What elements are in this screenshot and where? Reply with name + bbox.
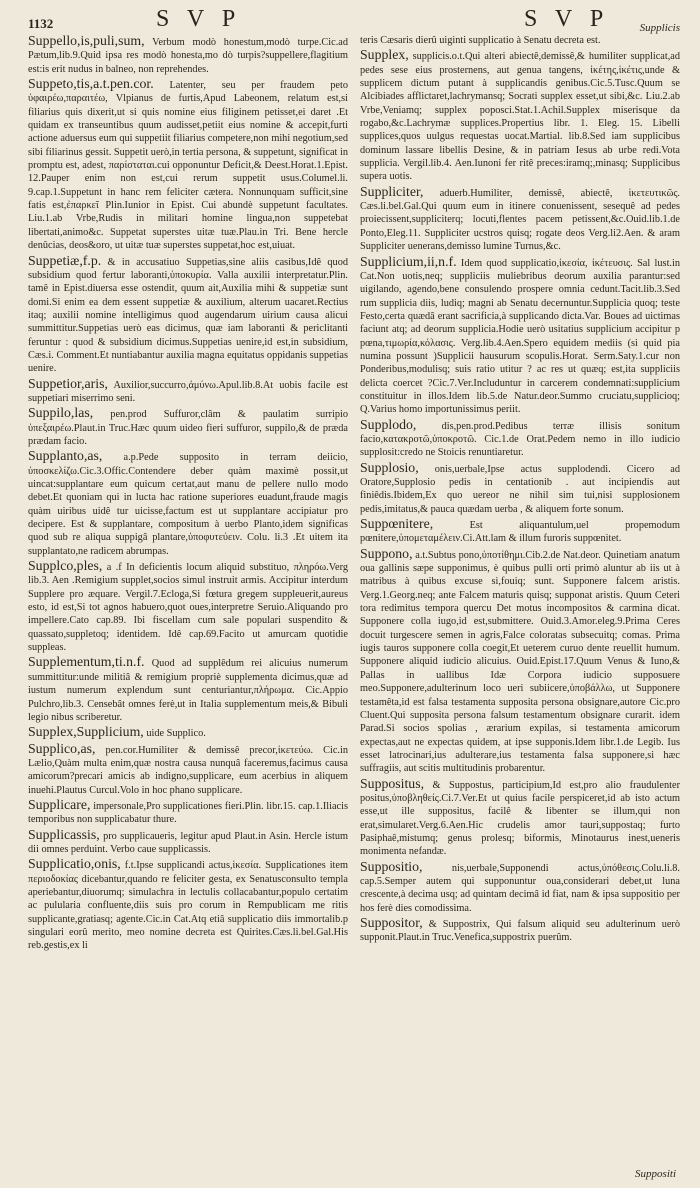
entry-body: Idem quod supplicatio,ἱκεσία, ἱκέτευσις. Sal lust.in Cat.Non uotis,neq; suppliciis muliebribus deorum auxilia parantur:sed uigilando, agendo,bene consulendo prospere omnia cedunt.Tacit.lib.3.Sed rum supplicia diis, ludiq; magni ab Senatu decernuntur.Supplicia quoq; teste Festo,certa quædâ erant sacrificia,à supplicando dicta.Var. Boues ad uictimas faciunt atq; ad deorum supplicia.Hodie uerò usitatius supplicium accipitur p pœna,τιμωρία,κόλασις. Verg.lib.4.Aen.Spero equidem mediis (si quid pia numina possunt )Supplicii hausurum scopulis.Horat. Serm.Saty.1.cur non Ponderibus,modulisq; suis ratio utitur ? ac res ut quæq; est,ita suppliciis delicta coercet ?Cic.7.Ver.Includuntur in carcerem condemnati:supplicium constituitur in illos.Idem lib.5.de Natur.deor.Summo cruciatu,supplicioq; Q.Varius homo importunissimus periit. xyxy=(360,257,681,416)
catchword-top: Supplicis xyxy=(639,22,680,34)
page-number: 1132 xyxy=(28,16,54,31)
entry-headword: Suppono, xyxy=(360,545,413,561)
dictionary-entry xyxy=(360,48,680,183)
entry-body: & in accusatiuo Suppetias,sine aliis casibus,Idê quod subsidium quod fertur laboranti,ὑποκυρία. Valla auxilii interpretatur.Plin. tamê in Epist.diuersa esse ostendit, quum ait,Auxilia mihi & suppetiæ sunt domi.Si enim ea dem essent suppetiæ & auxilium, alterum uacaret.Rectius itaq; auxilii nomine intelligimus quod augendarum uirium causa alicui summittitur.Suppetias uerò eas dicimus, quæ iam laboranti & periclitanti feruntur : quod & subsidium dicimus.Suppetias uenire,id est,in subsidium, Cæs.i. Comment.Et nuntiabantur auxilia magna equitatus oppidanis suppetias uenire. xyxy=(28,256,348,375)
entry-headword: Suppetiæ,f.p. xyxy=(28,252,102,268)
entry-headword: Suppello,is,puli,sum, xyxy=(28,33,145,48)
dictionary-entry xyxy=(360,34,680,47)
entry-body: supplicis.o.t.Qui alteri abiectê,demissê,& humiliter supplicat,ad pedes sese eius prosternens, aut genua tangens, ἱκέτης,ἱκέτις,unde & supplicem dictum putant à supplicandis genibus.Cic.5.Tusc.Quum se Alcibiades afflictaret,lachrymansq; Socrati supplex esset,ut sibi,&c. Liu.2.ab Vrbe,Veniamq; supplex poposci.Stat.1.Achil.Supplex miserisque da rogabo,&c.Lachrymæ supplices.Propertius libr. 1. Eleg. 15. Libelli supplices,quos uulgus requestas uocat.Martial. lib.8.Sed iam supplicibus dominum lassare libellis Desine, & in patriam Iesus ab urbe redi.Vota supplicia. Vergil.lib.4. Aen.Iunoni fer ritê preces:iramq;,minasq; Supplicibus supera uotis. xyxy=(360,51,680,183)
entry-body: & Suppostus, participium,Id est,pro alio fraudulenter positus,ὑποβληθείς.Ci.7.Ver.Et ut quius facile perspiceret,id ab isto actum esse,ut ille suppositus, facilê & libenter se illum,qui non erat,simularet.Verg.6.Aen.Hic crudelis amor tauri,suppostaq; furto Pasiphaê,mistumq; genus prolesq; biformis, Minotaurus inest,ueneris monimenta nefandæ. xyxy=(360,779,680,858)
entry-body: onis,uerbale,Ipse actus supplodendi. Cicero ad Oratore,Supplosio pedis in centationib . aut incipiendis aut finiêdis.Ibidem,Ex quo uereor ne nihil sim tui,nisi supplosionem pedis,imitatus,& pauca quædam uerba , & aliquem forte sonum. xyxy=(360,463,681,515)
entry-body: dis,pen.prod.Pedibus terræ illisis sonitum facio,κατακροτῶ,ὑποκροτῶ. Cic.1.de Orat.Pedem nemo in illo iudicio supplosit:credo ne Stoicis renuntiaretur. xyxy=(360,420,680,459)
dictionary-entry xyxy=(28,559,348,654)
dictionary-entry xyxy=(28,655,348,724)
entry-headword: Supplicassis, xyxy=(28,826,100,842)
entry-headword: Suppliciter, xyxy=(360,183,424,199)
dictionary-entry xyxy=(360,517,680,546)
entry-headword: Suppositio, xyxy=(360,858,423,874)
dictionary-entry xyxy=(360,418,680,460)
dictionary-entry xyxy=(28,798,348,827)
entry-headword: Supplex,Supplicium, xyxy=(28,724,144,740)
entry-headword: Supplicium,ii,n.f. xyxy=(360,253,457,269)
entry-body: Verbum modò honestum,modò turpe.Cic.ad Pætum,lib.9.Quid ipsa res modò honesta,mo dò turpis?suppellere,flagitium est:is erit nudus in balneo, non reprehendes. xyxy=(28,37,349,75)
entry-headword: Supplicatio,onis, xyxy=(28,856,121,872)
dictionary-entry xyxy=(360,777,680,859)
running-head-right: S V P xyxy=(524,6,610,32)
entry-headword: Supplosio, xyxy=(360,459,419,475)
entry-body: Auxilior,succurro,ἀμύνω.Apul.lib.8.At uobis facile est suppetiari miserrimo seni. xyxy=(28,379,348,404)
entry-headword: Suppilo,las, xyxy=(28,405,94,421)
entry-headword: Suppositus, xyxy=(360,775,425,791)
two-column-body xyxy=(28,34,680,953)
dictionary-entry xyxy=(28,725,348,740)
entry-body: f.t.Ipse supplicandi actus,ἱκεσία. Supplicationes item περιοδοκίας dicebantur,quando re feliciter gesta, ex Senatusconsulto templa aperiebantur,diuorumq; simulachra in lectulis collacabantur,populo certatim ac pulularia confluente,diis suis pro corum in Rempublicam me ritis supplicante,gratiasq; agente.Cic.in Cat.Atq etiâ supplicatio diis immortalib.p singulari eorû merito, meo nomine decreta est Quirites.Cæs.li.bel.Gal.His reb.gestis,ex li xyxy=(28,860,348,952)
dictionary-entry xyxy=(360,916,680,945)
entry-headword: Suppœnitere, xyxy=(360,516,434,532)
dictionary-entry xyxy=(360,185,680,254)
dictionary-entry xyxy=(28,742,348,797)
entry-headword: Supplementum,ti.n.f. xyxy=(28,654,145,670)
dictionary-entry xyxy=(28,828,348,857)
dictionary-entry xyxy=(28,34,348,76)
entry-headword: Suppetior,aris, xyxy=(28,375,108,391)
entry-headword: Supplicare, xyxy=(28,796,91,812)
entry-headword: Supplex, xyxy=(360,47,409,63)
entry-body: & Suppostrix, Qui falsum aliquid seu adulterinum uerò supponit.Plaut.in Truc.Venefica,suppostrix puerûm. xyxy=(360,919,680,944)
entry-body: teris Cæsaris dierû uiginti supplicatio à Senatu decreta est. xyxy=(360,35,601,46)
dictionary-entry xyxy=(360,461,680,516)
entry-body: a.p.Pede supposito in terram deiicio, ὑποσκελίζω.Cic.3.Offic.Contendere deber quàm maximè possit,ut uincat:supplantare eum quicum certat,aut manu de pellere nullo modo debet.Et quoniam qui in lucta hac ratione superiores euadunt,fraude magis quàm uiribus uidê tur uicisse,factum est ut supplantare accipiatur pro decipere. Est & supplantare, compositum à uerbo Planto,idem significas quod sub re aliqua suppigâ plantare,ὑποφυτεύειν. Colu. li.3 .Et uitem ita supplantato,ne radicem abrumpas. xyxy=(28,452,348,557)
dictionary-entry xyxy=(360,547,680,776)
entry-body: pen.prod Suffuror,clâm & paulatim surripio ὑπεξαιρέω.Plaut.in Truc.Hæc quum uideo fieri suffuror, suppilo,& de præda prædam facio. xyxy=(28,409,349,447)
entry-body: nis,uerbale,Supponendi actus,ὑπόθεσις.Colu.li.8. cap.5.Semper autem qui supponuntur oua,considerari debet,ut luna crescente,à decima usq; ad quintam decimâ id fiat, nam & ipsa suppositio per hos ferè dies comodissima. xyxy=(360,862,680,914)
entry-body: pen.cor.Humiliter & demissê precor,ἱκετεύω. Cic.in Lælio,Quàm multa enim,quæ nostra causa nunquâ faceremus,facimus causa amicorum?precari amicis ab indigno,supplicare, eum acerbius in aliquem inuehi.Plautus Curcul.Volo in hoc phano supplicare. xyxy=(28,744,348,796)
dictionary-entry xyxy=(28,406,348,448)
dictionary-entry xyxy=(28,377,348,406)
entry-body: pro supplicaueris, legitur apud Plaut.in Asin. Hercle istum dii omnes perduint. Verbo caue supplicassis. xyxy=(28,830,348,855)
entry-headword: Suppositor, xyxy=(360,915,423,930)
dictionary-entry xyxy=(360,860,680,915)
entry-headword: Supplico,as, xyxy=(28,740,96,756)
running-head-left: S V P xyxy=(156,6,242,32)
dictionary-entry xyxy=(28,254,348,376)
entry-body: a.t.Subtus pono,ὑποτίθημι.Cib.2.de Nat.deor. Quinetiam anatum oua gallinis sæpe supponimus, è quibus pulli orti primò aluntur ab iis ut à matribus à quibus excuse si,fouiq; sunt. Supponere falcem aristis. Verg.1.Georg.neq; ante Falcem maturis quisq; supponat aristis. Quum Ceteri tora redimitus tempora quercu Det motus incompositos & carmina dicat. Supponere colla iugo,id est,submittere. Ouid.3.Amor.eleg.9.Prima Ceres docuit turgescere semen in agris,Falce coloratas subsecuitq; comas. Prima iugis tauros supponere colla coegit,Et ueterem curuo dente reuellit humum. Supponere aliquid iudicio alicuius. Ouid.Epist.17.Quum Venus & Iuno,& Pallas in uallibus Idæ Corpora iudicio supposuere meo.Supponere,adulterinum loco ueri subiicere,ὑποβάλλω, ut Supponere testamêta,id est falsa testamenta supposita persona obsignare,autore Cic.pro Cluent.Qui supposita persona falsum testamentum obsignare curarit. idem Parad.Si socios spolias , ærarium expilas, si testamenta amicorum expectas,aut ne expectas quidem, at ipse supponis.Idem libr.1.de Legib. Ius esset latrocinari,ius adulterare,ius testamenta falsa supponere,si hæc suffragiis, aut scitis multitudinis probarentur. xyxy=(360,549,680,775)
entry-headword: Suppeto,tis,a.t.pen.cor. xyxy=(28,76,154,92)
entry-body: uide Supplico. xyxy=(146,728,206,740)
entry-headword: Supplodo, xyxy=(360,416,417,432)
dictionary-entry xyxy=(360,255,680,417)
entry-body: aduerb.Humiliter, demissê, abiectê, ἱκετευτικῶς. Cæs.li.bel.Gal.Qui quum eum in itinere conuenissent, sesequê ad pedes proiecissent,suppliciterq; locuti,flentes pacem petissent,&c.Ouid.lib.1.de Ponto,Eleg.11. Suppliciter ucstros quisq; rogate deos Verg.li2.Aen. & aram Suppliciter uenerans,demisso lumine Turnus,&c. xyxy=(360,187,680,253)
dictionary-entry xyxy=(28,857,348,952)
entry-body: Est aliquantulum,uel propemodum pœnitere,ὑπομεταμέλειν.Ci.Att.lam & illum furoris suppœnitet. xyxy=(360,520,680,545)
entry-body: Latenter, seu per fraudem peto ὑφαιρέω,παραιτέω, Vlpianus de furtis,Apud Labeonem, relatum est,si filiarius quis dixerit,ut si quis nomine eius filiginem petisset,ei daret .Et quidam ex transeuntibus quum audisset,petiit eius nomine & accepit,furti actione aduersus eum qui suppetiit filiarius competere,non mihi negotium,sed sibi filiarinus gessit. Suppetit uerò,in tertia persona, & suppetunt, significat in promptu est, adest, παρίσταται.cui opponuntur Deficit,& Deest.Horat.1.Epist. 12.Pauper enim non est,cui rerum suppetit usus.Columel.li. 9.cap.1.Suppetunt in hanc rem feliciter cætera. Nonnunquam sufficit,sine fatis est,ἐπαρκεῖ Plin.Iunior in Epist. Cui abundè suppetunt facultates. Liu.1.ab Vrbe,Rudis in militari homine lingua,non suppetebat libertati,animo&c. Suppetat superstes uitæ tuæ.Plau.in Tri. Bene hercle denûcias, deos&oro, ut uitæ tuæ superstes suppetat,hoc est,uiuat. xyxy=(28,80,349,252)
dictionary-entry xyxy=(28,77,348,252)
entry-body: impersonale,Pro supplicationes fieri.Plin. libr.15. cap.1.Iliacis temporibus non supplicabatur thure. xyxy=(28,800,348,826)
left-column xyxy=(28,34,348,953)
entry-headword: Supplco,ples, xyxy=(28,558,103,574)
catchword-bottom: Suppositi xyxy=(635,1168,676,1180)
entry-body: a .f In deficientis locum aliquid substituo, πληρόω.Verg lib.3. Aen .Remigium supplet,socios simul instruit armis. Accipitur interdum Supplere pro æquare. Vergil.7.Ecloga,Si fœtura gregem suppleuerit,aureus esto, id est,Si tot agnos habuero,quot oues,interpretre Seruio.Aliquando pro impellere.Cato cap.89. Ibi fiscellam cum sale populari suspendito & quassato,suppletoq; identidem. Idê cap.69.Facito ut amurcam quotidie suppleas. xyxy=(28,562,348,654)
dictionary-entry xyxy=(28,449,348,558)
right-column xyxy=(360,34,680,953)
entry-headword: Supplanto,as, xyxy=(28,448,103,464)
page-header xyxy=(28,2,680,32)
entry-body: Quod ad supplêdum rei alicuius numerum summittitur:unde militiâ & remigium propriè supplementa dicimus,quæ ad iustum numerum explendum sunt centuriantur,πλήρωμα. Cic.Appio Pulchro,lib.3. Censebât omnes ferè,ut in Italia supplementum meis,& Bibuli legio nibus scriberetur. xyxy=(28,658,349,723)
